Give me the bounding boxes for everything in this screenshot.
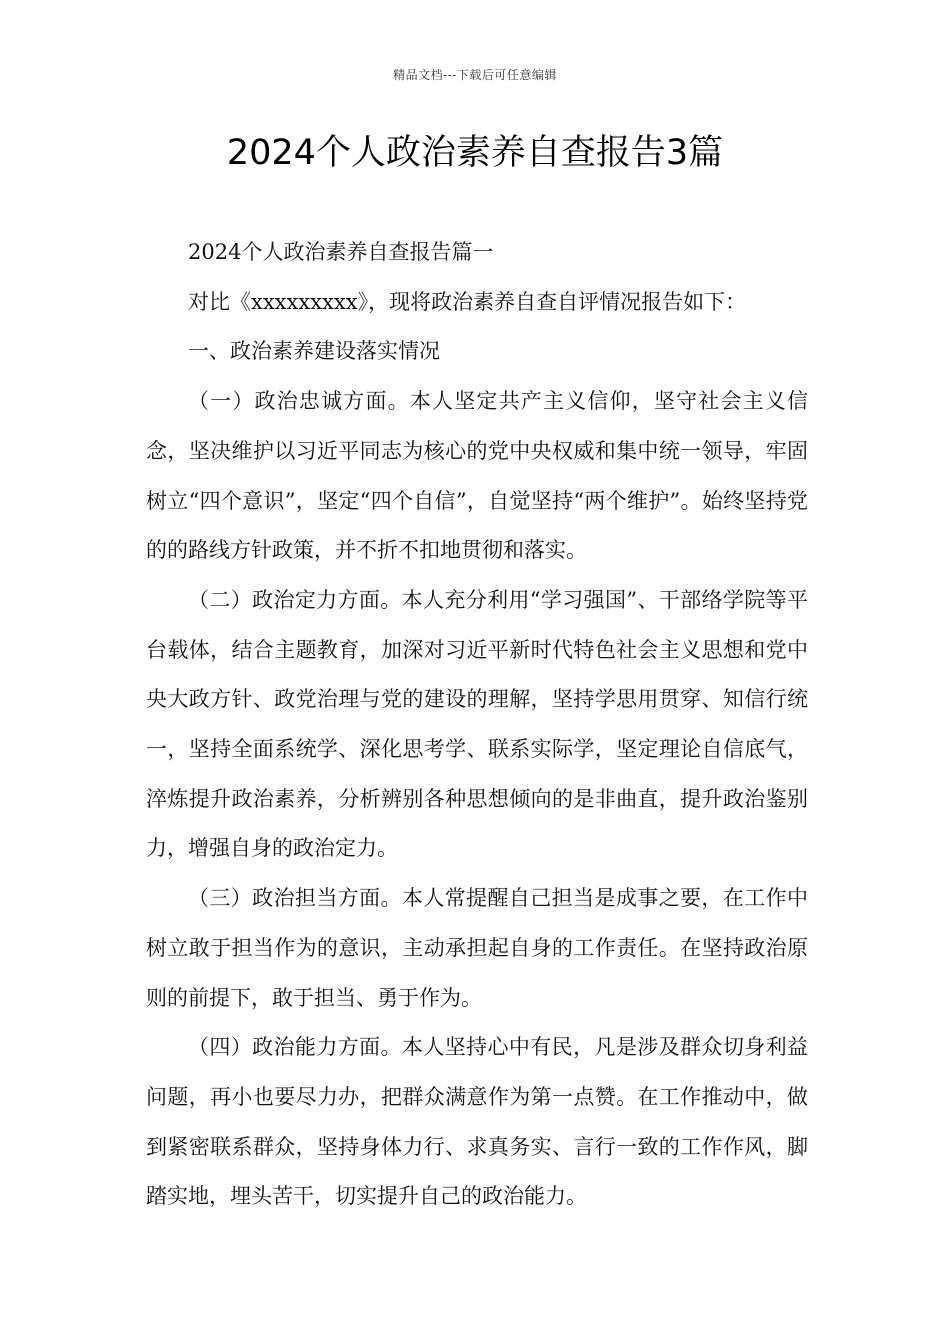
document-body: [146, 228, 808, 1222]
header-note: 精品文档---下载后可任意编辑: [393, 68, 557, 82]
section-title: 2024个人政治素养自查报告篇一: [188, 240, 494, 264]
document-title: 2024个人政治素养自查报告3篇: [226, 133, 724, 173]
paragraph-political-ability: （四）政治能力方面。本人坚持心中有民，凡是涉及群众切身利益问题，再小也要尽力办，把群众满意作为第一点赞。在工作推动中，做到紧密联系群众，坚持身体力行、求真务实、言行一致的工作作风，脚踏实地，埋头苦干，切实提升自己的政治能力。: [146, 1035, 808, 1209]
section-heading: 一、政治素养建设落实情况: [188, 339, 440, 364]
paragraph-political-resolve: （二）政治定力方面。本人充分利用“学习强国”、干部络学院等平台载体，结合主题教育，加深对习近平新时代特色社会主义思想和党中央大政方针、政党治理与党的建设的理解，坚持学思用贯穿、知信行统一，坚持全面系统学、深化思考学、联系实际学，坚定理论自信底气，淬炼提升政治素养，分析辨别各种思想倾向的是非曲直，提升政治鉴别力，增强自身的政治定力。: [146, 587, 808, 861]
paragraph-political-loyalty: （一）政治忠诚方面。本人坚定共产主义信仰，坚守社会主义信念，坚决维护以习近平同志为核心的党中央权威和集中统一领导，牢固树立“四个意识”，坚定“四个自信”，自觉坚持“两个维护”。始终坚持党的的路线方针政策，并不折不扣地贯彻和落实。: [146, 389, 808, 563]
paragraph-political-responsibility: （三）政治担当方面。本人常提醒自己担当是成事之要，在工作中树立敢于担当作为的意识，主动承担起自身的工作责任。在坚持政治原则的前提下，敢于担当、勇于作为。: [146, 886, 808, 1010]
intro-paragraph: 对比《xxxxxxxxx》，现将政治素养自查自评情况报告如下：: [188, 289, 747, 314]
